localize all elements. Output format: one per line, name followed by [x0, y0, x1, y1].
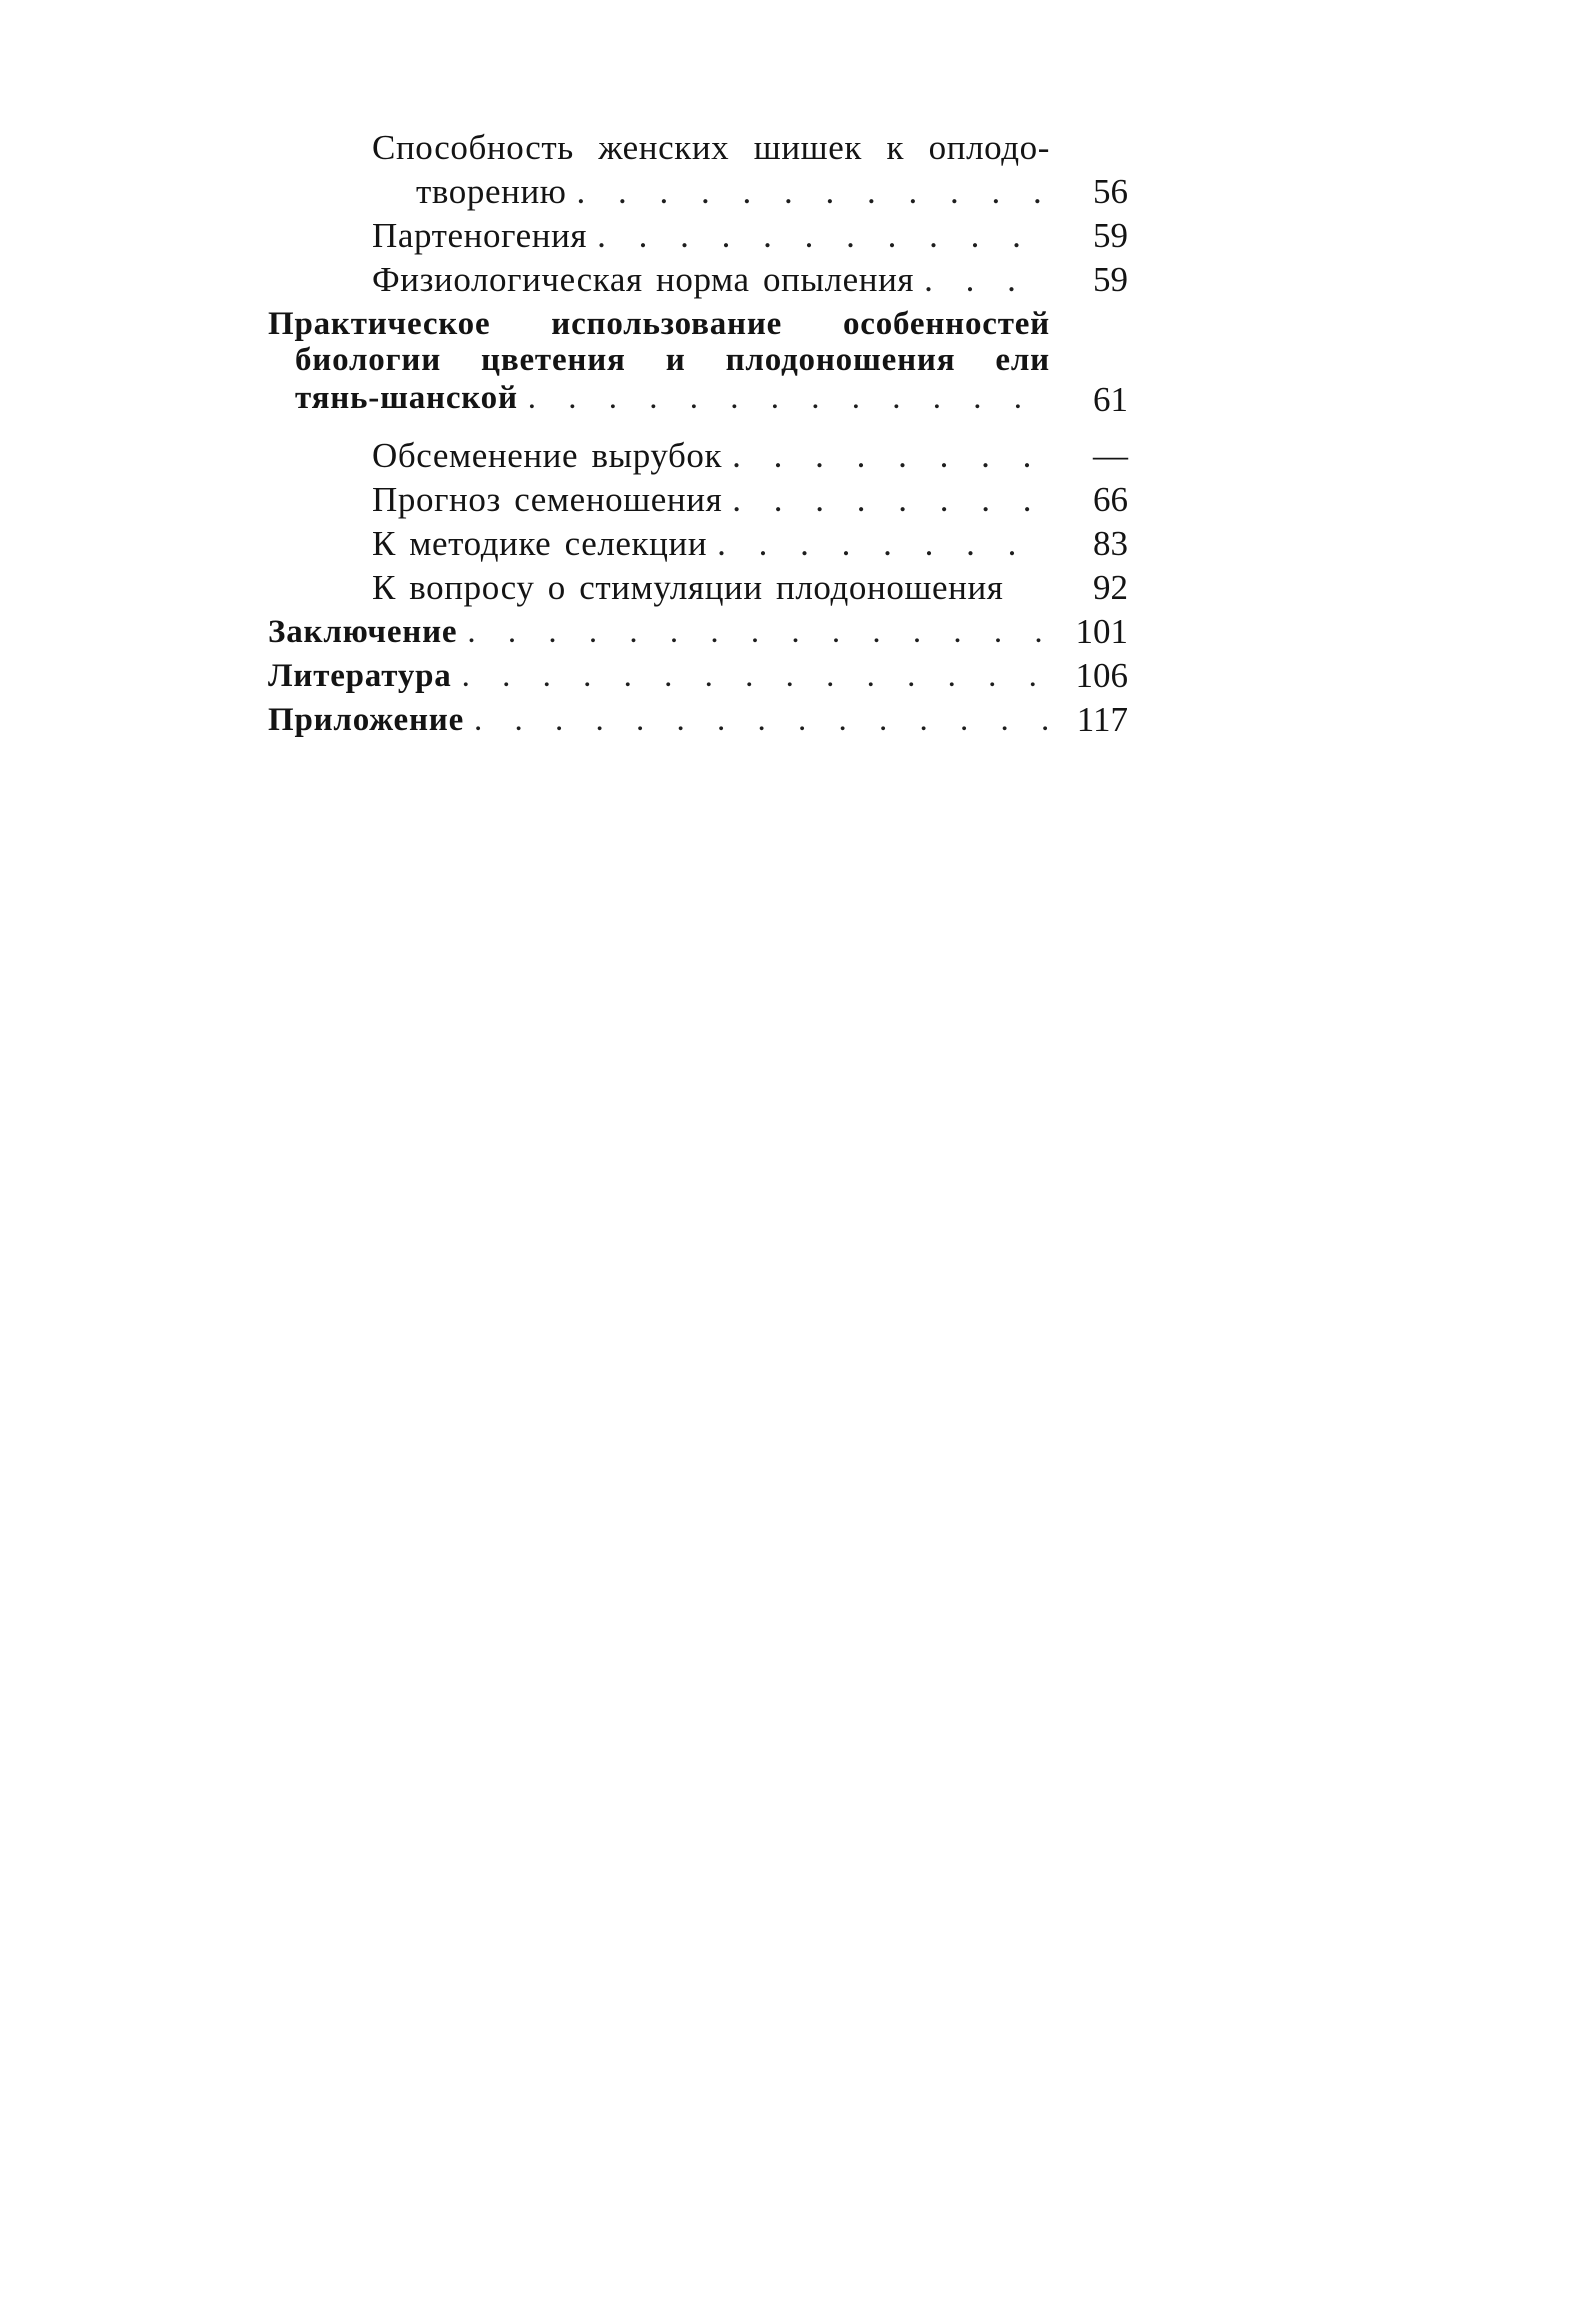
dot-leader	[732, 478, 1048, 522]
dot-leader	[597, 214, 1048, 258]
toc-entry-title: К методике селекции	[372, 524, 708, 563]
toc-page-number: 117	[1076, 700, 1128, 739]
toc-page-number: 59	[1093, 260, 1128, 299]
toc-entry[interactable]	[268, 654, 1128, 698]
toc-page-number: —	[1093, 436, 1128, 475]
dot-leader	[924, 258, 1048, 302]
toc-page-number: 106	[1075, 656, 1128, 695]
toc-entry-title-line: Практическое использование особенностей	[268, 306, 1050, 342]
toc-entry-title: Приложение	[268, 702, 465, 738]
toc-entry[interactable]	[268, 698, 1128, 742]
toc-entry-title-row	[268, 478, 1050, 522]
toc-page-number: 59	[1093, 216, 1128, 255]
toc-entry[interactable]	[268, 258, 1128, 302]
toc-entry-title: Обсеменение вырубок	[372, 436, 723, 475]
toc-entry-title-row	[268, 610, 1050, 654]
toc-entry-title-row	[268, 698, 1050, 742]
toc-entry[interactable]	[268, 566, 1128, 610]
toc-entry-title-line: творению	[416, 172, 567, 211]
dot-leader	[717, 522, 1048, 566]
dot-leader	[577, 170, 1048, 214]
dot-leader	[474, 698, 1048, 742]
dot-leader	[462, 654, 1048, 698]
dot-leader	[528, 378, 1048, 418]
toc-entry[interactable]	[268, 126, 1128, 214]
toc-entry-title-row	[268, 522, 1050, 566]
toc-entry-title-row	[268, 654, 1050, 698]
toc-entry-title-row	[268, 214, 1050, 258]
dot-leader	[732, 434, 1048, 478]
toc-entry-title: Заключение	[268, 614, 458, 650]
toc-entry-title: Партеногения	[372, 216, 588, 255]
toc-entry[interactable]	[268, 306, 1128, 432]
toc-entry-title: Прогноз семеношения	[372, 480, 723, 519]
table-of-contents	[268, 126, 1128, 742]
toc-entry-title: Физиологическая норма опыления	[372, 260, 915, 299]
toc-entry-title: Литература	[268, 658, 452, 694]
toc-entry-title-row	[268, 434, 1050, 478]
toc-page-number: 56	[1093, 172, 1128, 211]
dot-leader	[467, 610, 1048, 654]
toc-entry[interactable]	[268, 478, 1128, 522]
toc-entry-title-row	[268, 170, 1050, 214]
toc-page-number: 101	[1075, 612, 1128, 651]
toc-entry-title-line: тянь-шанской	[295, 380, 518, 416]
toc-entry-title: К вопросу о стимуляции плодоношения	[372, 568, 1004, 607]
toc-entry[interactable]	[268, 522, 1128, 566]
toc-page-number: 61	[1093, 380, 1128, 419]
toc-entry[interactable]	[268, 434, 1128, 478]
toc-page-number: 83	[1093, 524, 1128, 563]
toc-entry[interactable]	[268, 214, 1128, 258]
toc-entry-title-row	[268, 566, 1050, 610]
toc-entry-title-line: биологии цветения и плодоношения ели	[295, 342, 1050, 378]
toc-entry-title-row	[268, 378, 1050, 418]
toc-entry[interactable]	[268, 610, 1128, 654]
toc-page-number: 92	[1093, 568, 1128, 607]
toc-page-number: 66	[1093, 480, 1128, 519]
toc-entry-title-line: Способность женских шишек к оплодо-	[372, 128, 1050, 167]
toc-entry-title-row	[268, 258, 1050, 302]
